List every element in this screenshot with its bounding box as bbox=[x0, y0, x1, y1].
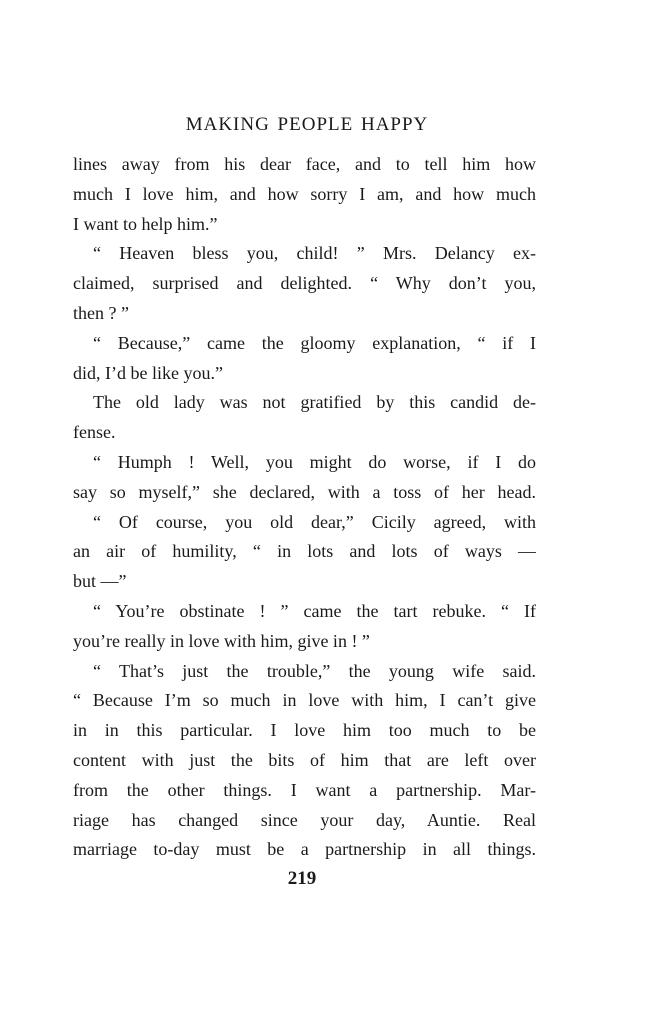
text-line: “ Because,” came the gloomy explanation, “ if I bbox=[93, 332, 536, 353]
text-line: “ Heaven bless you, child! ” Mrs. Delancy ex- bbox=[93, 243, 536, 264]
text-line: from the other things. I want a partnership. Mar- bbox=[73, 779, 536, 800]
text-line: “ You’re obstinate ! ” came the tart rebuke. “ If bbox=[93, 600, 536, 621]
text-line: but —” bbox=[73, 571, 127, 592]
text-line: did, I’d be like you.” bbox=[73, 362, 223, 383]
body-text bbox=[73, 150, 536, 865]
text-line: “ That’s just the trouble,” the young wife said. bbox=[93, 660, 536, 681]
text-line: content with just the bits of him that are left over bbox=[73, 749, 536, 770]
text-line: The old lady was not gratified by this candid de- bbox=[93, 392, 536, 413]
page-number: 219 bbox=[287, 868, 317, 889]
text-line: “ Because I’m so much in love with him, I can’t give bbox=[73, 690, 536, 711]
text-line: in in this particular. I love him too much to be bbox=[73, 720, 536, 741]
text-line: then ? ” bbox=[73, 302, 129, 323]
text-line: “ Humph ! Well, you might do worse, if I do bbox=[93, 451, 536, 472]
text-line: an air of humility, “ in lots and lots of ways — bbox=[73, 541, 536, 562]
text-line: riage has changed since your day, Auntie. Real bbox=[73, 809, 536, 830]
text-line: “ Of course, you old dear,” Cicily agreed, with bbox=[93, 511, 536, 532]
text-line: marriage to-day must be a partnership in all things. bbox=[73, 839, 536, 860]
text-line: I want to help him.” bbox=[73, 213, 218, 234]
text-line: lines away from his dear face, and to tell him how bbox=[73, 154, 536, 174]
text-line: claimed, surprised and delighted. “ Why don’t you, bbox=[73, 273, 536, 294]
text-line: say so myself,” she declared, with a toss of her head. bbox=[73, 481, 536, 502]
running-head: MAKING PEOPLE HAPPY bbox=[185, 114, 429, 135]
text-line: much I love him, and how sorry I am, and how much bbox=[73, 183, 536, 204]
text-line: fense. bbox=[73, 422, 116, 443]
text-line: you’re really in love with him, give in ! ” bbox=[73, 630, 370, 651]
